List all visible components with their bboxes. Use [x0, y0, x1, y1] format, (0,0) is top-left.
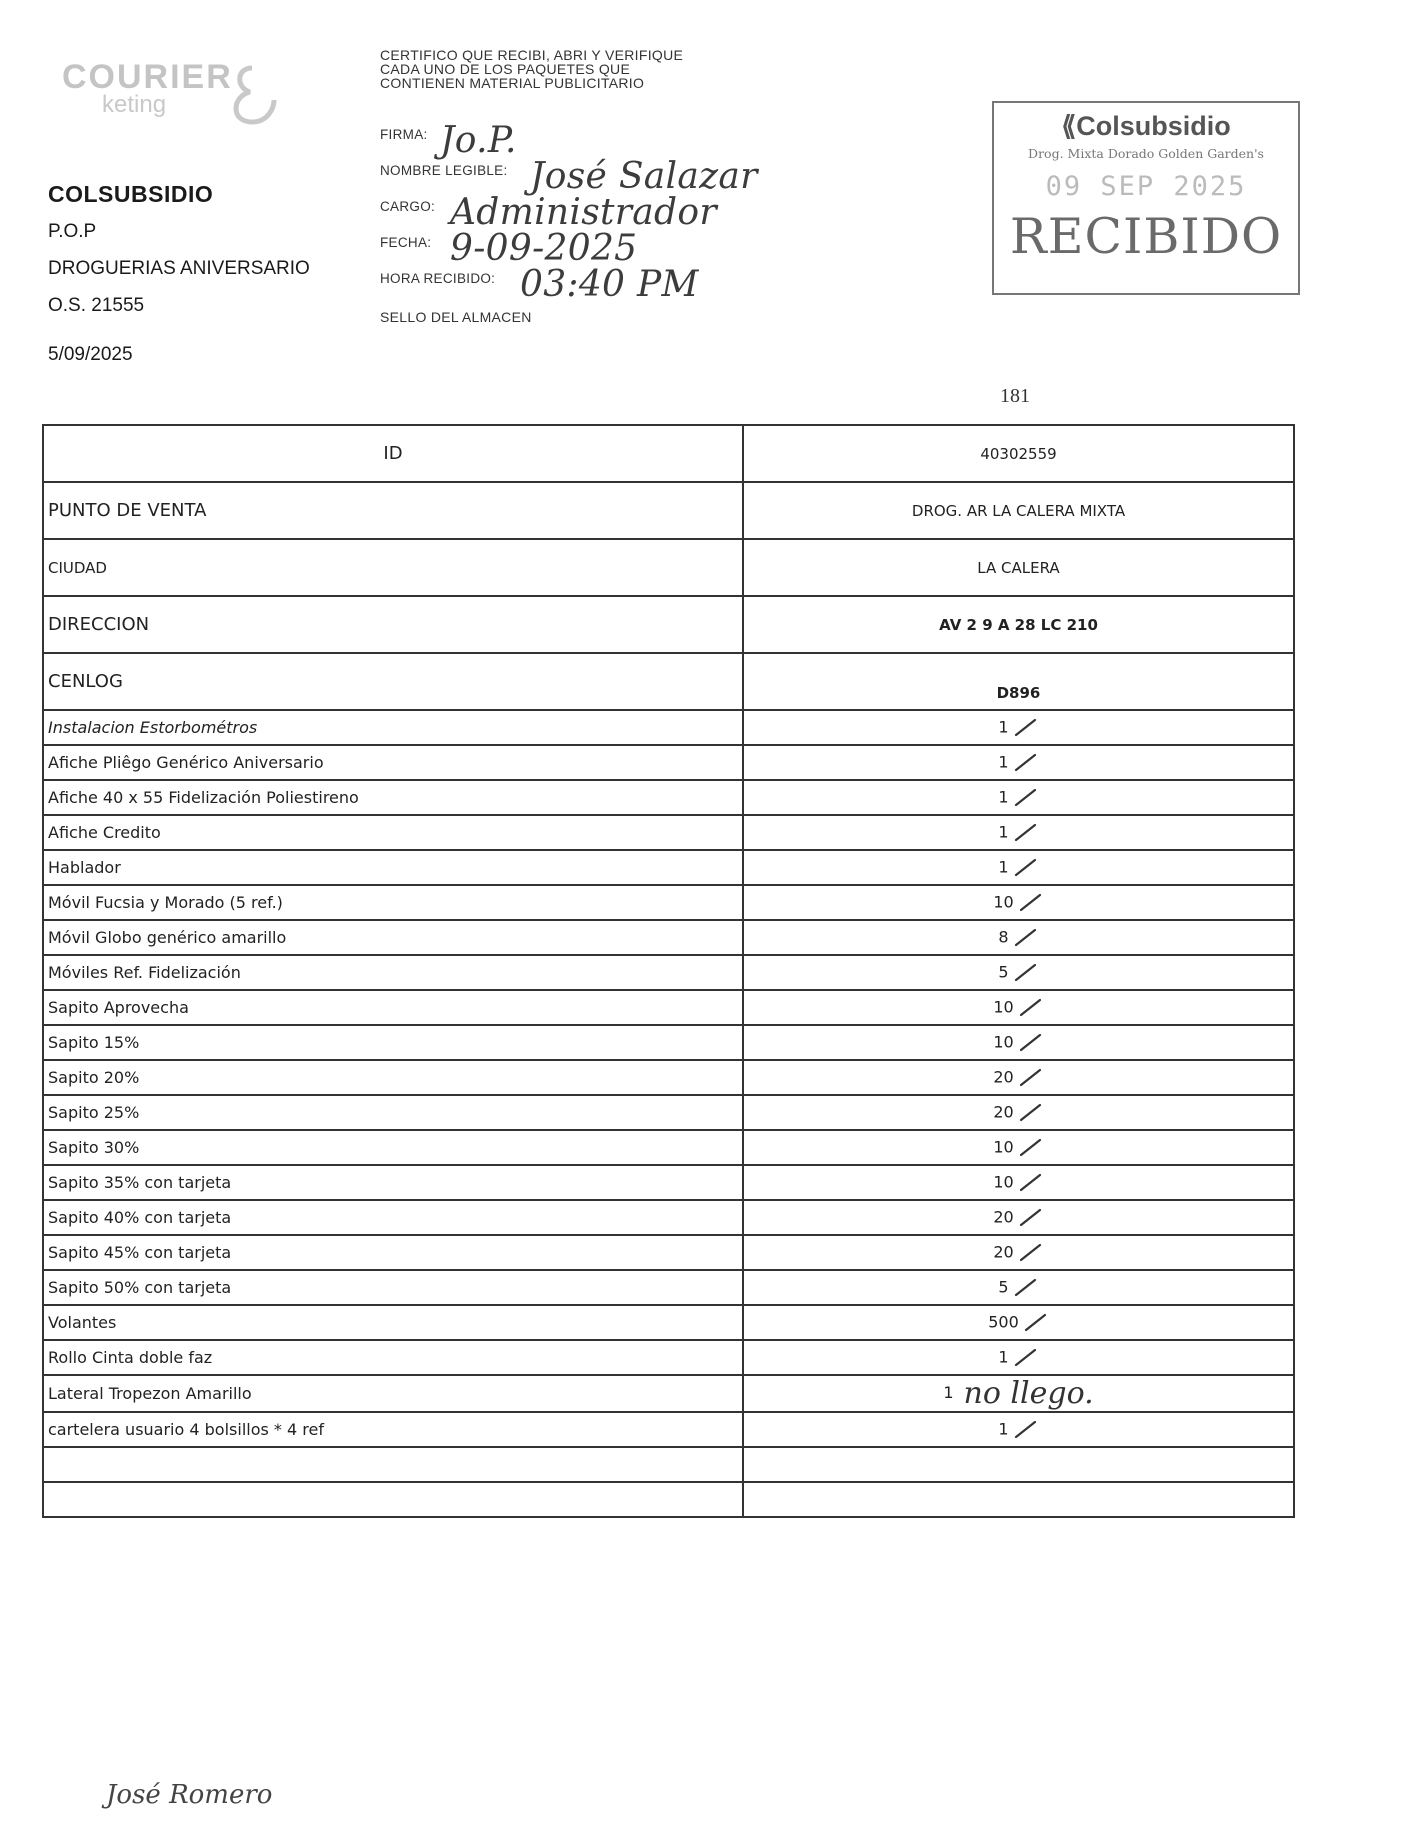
- item-label: cartelera usuario 4 bolsillos * 4 ref: [43, 1412, 743, 1447]
- table-row: [43, 1305, 1294, 1340]
- table-row: [43, 1270, 1294, 1305]
- item-quantity: 1: [998, 717, 1009, 736]
- item-quantity-cell: [743, 920, 1294, 955]
- item-label: Móvil Fucsia y Morado (5 ref.): [43, 885, 743, 920]
- item-label: Sapito 15%: [43, 1025, 743, 1060]
- item-quantity-cell: [743, 955, 1294, 990]
- item-quantity-cell: [743, 1375, 1294, 1412]
- cargo-row: [380, 184, 717, 233]
- logo-line2: keting: [102, 91, 167, 118]
- fecha-label: FECHA:: [380, 235, 432, 250]
- cenlog-value: D896: [996, 683, 1041, 702]
- stamp-brand-text: Colsubsidio: [1076, 111, 1231, 141]
- item-label: Hablador: [43, 850, 743, 885]
- item-label: Sapito 40% con tarjeta: [43, 1200, 743, 1235]
- check-mark-icon: [1013, 927, 1039, 949]
- check-mark-icon: [1018, 997, 1044, 1019]
- item-quantity: 500: [988, 1312, 1019, 1331]
- empty-row: [43, 1447, 1294, 1482]
- check-mark-icon: [1013, 1419, 1039, 1441]
- item-quantity: 1: [998, 752, 1009, 771]
- row-label: CIUDAD: [43, 539, 743, 596]
- delivery-table: [42, 424, 1295, 1518]
- item-label: Afiche Pliêgo Genérico Aniversario: [43, 745, 743, 780]
- check-mark-icon: [1013, 1277, 1039, 1299]
- item-quantity: 10: [993, 1137, 1014, 1156]
- item-quantity: 20: [993, 1102, 1014, 1121]
- item-label: Sapito Aprovecha: [43, 990, 743, 1025]
- check-mark-icon: [1013, 857, 1039, 879]
- logo-line1: COURIER: [62, 58, 233, 96]
- table-row-cenlog: [43, 653, 1294, 710]
- item-quantity-cell: [743, 1235, 1294, 1270]
- check-mark-icon: [1018, 1102, 1044, 1124]
- item-quantity: 10: [993, 1172, 1014, 1191]
- item-label: Sapito 25%: [43, 1095, 743, 1130]
- item-quantity-cell: [743, 1095, 1294, 1130]
- stamp-brand: [994, 111, 1298, 142]
- item-quantity: 10: [993, 1032, 1014, 1051]
- check-mark-icon: [1018, 892, 1044, 914]
- item-quantity-cell: [743, 885, 1294, 920]
- check-mark-icon: [1013, 752, 1039, 774]
- row-label: CENLOG: [43, 653, 743, 710]
- item-label: Afiche 40 x 55 Fidelización Poliestireno: [43, 780, 743, 815]
- fecha-row: [380, 220, 683, 269]
- item-label: Sapito 45% con tarjeta: [43, 1235, 743, 1270]
- item-quantity-cell: [743, 1412, 1294, 1447]
- check-mark-icon: [1018, 1032, 1044, 1054]
- row-label: PUNTO DE VENTA: [43, 482, 743, 539]
- table-row-punto-venta: [43, 482, 1294, 539]
- table-row: [43, 1340, 1294, 1375]
- item-quantity-cell: [743, 710, 1294, 745]
- item-quantity: 5: [998, 962, 1009, 981]
- stamp-label: RECIBIDO: [1009, 208, 1283, 265]
- company-name: COLSUBSIDIO: [48, 181, 214, 207]
- item-quantity-cell: [743, 1025, 1294, 1060]
- check-mark-icon: [1018, 1207, 1044, 1229]
- empty-cell: [743, 1447, 1294, 1482]
- item-quantity-cell: [743, 745, 1294, 780]
- hora-value: 03:40 PM: [520, 264, 699, 305]
- table-row: [43, 1130, 1294, 1165]
- nombre-value: José Salazar: [530, 156, 758, 197]
- item-label: Afiche Credito: [43, 815, 743, 850]
- table-row: [43, 710, 1294, 745]
- table-row: [43, 1235, 1294, 1270]
- row-value: 40302559: [743, 425, 1294, 482]
- nombre-label: NOMBRE LEGIBLE:: [380, 163, 508, 178]
- cargo-value: Administrador: [450, 192, 717, 233]
- table-row: [43, 885, 1294, 920]
- header-line-pop: P.O.P: [48, 221, 97, 242]
- table-row: [43, 1025, 1294, 1060]
- stamp-subtitle: Drog. Mixta Dorado Golden Garden's: [1028, 146, 1264, 161]
- item-quantity-cell: [743, 1060, 1294, 1095]
- cert-text-3: CONTIENEN MATERIAL PUBLICITARIO: [380, 75, 645, 91]
- item-quantity-cell: [743, 780, 1294, 815]
- table-row: [43, 955, 1294, 990]
- stamp-date: 09 SEP 2025: [1045, 171, 1247, 202]
- firma-signature: Jo.P.: [440, 120, 517, 161]
- item-quantity-cell: [743, 1340, 1294, 1375]
- bottom-signature: José Romero: [106, 1780, 273, 1810]
- item-quantity-cell: [743, 1200, 1294, 1235]
- hora-label: HORA RECIBIDO:: [380, 271, 496, 286]
- table-row: [43, 815, 1294, 850]
- item-label: Rollo Cinta doble faz: [43, 1340, 743, 1375]
- check-mark-icon: [1013, 1347, 1039, 1369]
- item-quantity-cell: [743, 850, 1294, 885]
- firma-row: [380, 112, 683, 161]
- check-mark-icon: [1018, 1172, 1044, 1194]
- page-number: 181: [1000, 385, 1030, 407]
- fecha-value: 9-09-2025: [450, 228, 638, 269]
- item-quantity-cell: [743, 1305, 1294, 1340]
- check-mark-icon: [1013, 787, 1039, 809]
- table-row: [43, 1375, 1294, 1412]
- table-row-ciudad: [43, 539, 1294, 596]
- table-row: [43, 745, 1294, 780]
- received-stamp: [992, 101, 1300, 295]
- table-row: [43, 850, 1294, 885]
- item-label: Móvil Globo genérico amarillo: [43, 920, 743, 955]
- stamp-brand-icon: ⟪: [1061, 111, 1077, 141]
- item-quantity: 5: [998, 1277, 1009, 1296]
- header-line-campaign: DROGUERIAS ANIVERSARIO: [48, 258, 310, 279]
- item-quantity: 10: [993, 892, 1014, 911]
- item-quantity: 1: [998, 787, 1009, 806]
- item-label: Sapito 50% con tarjeta: [43, 1270, 743, 1305]
- row-label: DIRECCION: [43, 596, 743, 653]
- item-quantity: 1: [943, 1383, 954, 1402]
- item-label: Móviles Ref. Fidelización: [43, 955, 743, 990]
- table-row: [43, 920, 1294, 955]
- item-label: Volantes: [43, 1305, 743, 1340]
- row-value: [743, 653, 1294, 710]
- item-label: Instalacion Estorbométros: [43, 710, 743, 745]
- check-mark-icon: [1023, 1312, 1049, 1334]
- table-row-direccion: [43, 596, 1294, 653]
- row-value: DROG. AR LA CALERA MIXTA: [743, 482, 1294, 539]
- table-row: [43, 1200, 1294, 1235]
- row-value: AV 2 9 A 28 LC 210: [743, 596, 1294, 653]
- item-label: Sapito 20%: [43, 1060, 743, 1095]
- cargo-label: CARGO:: [380, 199, 436, 214]
- row-label: ID: [43, 425, 743, 482]
- table-row: [43, 780, 1294, 815]
- document-header: [48, 176, 310, 373]
- item-note: no llego.: [963, 1376, 1094, 1411]
- item-quantity: 1: [998, 822, 1009, 841]
- empty-cell: [43, 1447, 743, 1482]
- item-quantity-cell: [743, 990, 1294, 1025]
- nombre-row: [380, 148, 758, 197]
- check-mark-icon: [1018, 1137, 1044, 1159]
- item-quantity: 10: [993, 997, 1014, 1016]
- item-quantity: 20: [993, 1207, 1014, 1226]
- courier-logo: [62, 58, 282, 138]
- item-quantity-cell: [743, 815, 1294, 850]
- item-quantity: 1: [998, 1347, 1009, 1366]
- item-label: Lateral Tropezon Amarillo: [43, 1375, 743, 1412]
- empty-cell: [43, 1482, 743, 1517]
- check-mark-icon: [1013, 962, 1039, 984]
- item-quantity: 1: [998, 857, 1009, 876]
- cert-text-2: CADA UNO DE LOS PAQUETES QUE: [380, 61, 631, 77]
- certification-block: [380, 47, 758, 325]
- sello-label: SELLO DEL ALMACEN: [380, 309, 532, 325]
- item-label: Sapito 30%: [43, 1130, 743, 1165]
- table-row: [43, 1095, 1294, 1130]
- item-quantity: 20: [993, 1067, 1014, 1086]
- table-row-id: [43, 425, 1294, 482]
- item-quantity: 1: [998, 1419, 1009, 1438]
- item-quantity: 8: [998, 927, 1009, 946]
- logo-ampersand-icon: [222, 60, 282, 130]
- table-row: [43, 1165, 1294, 1200]
- item-quantity-cell: [743, 1270, 1294, 1305]
- check-mark-icon: [1018, 1242, 1044, 1264]
- order-number: O.S. 21555: [48, 295, 145, 316]
- empty-cell: [743, 1482, 1294, 1517]
- item-quantity-cell: [743, 1130, 1294, 1165]
- row-value: LA CALERA: [743, 539, 1294, 596]
- check-mark-icon: [1013, 717, 1039, 739]
- hora-row: [380, 256, 699, 305]
- item-label: Sapito 35% con tarjeta: [43, 1165, 743, 1200]
- check-mark-icon: [1013, 822, 1039, 844]
- table-row: [43, 1412, 1294, 1447]
- empty-row: [43, 1482, 1294, 1517]
- item-quantity-cell: [743, 1165, 1294, 1200]
- firma-label: FIRMA:: [380, 127, 428, 142]
- cert-text-1: CERTIFICO QUE RECIBI, ABRI Y VERIFIQUE: [380, 47, 684, 63]
- item-quantity: 20: [993, 1242, 1014, 1261]
- document-date: 5/09/2025: [48, 344, 133, 365]
- table-row: [43, 1060, 1294, 1095]
- table-row: [43, 990, 1294, 1025]
- check-mark-icon: [1018, 1067, 1044, 1089]
